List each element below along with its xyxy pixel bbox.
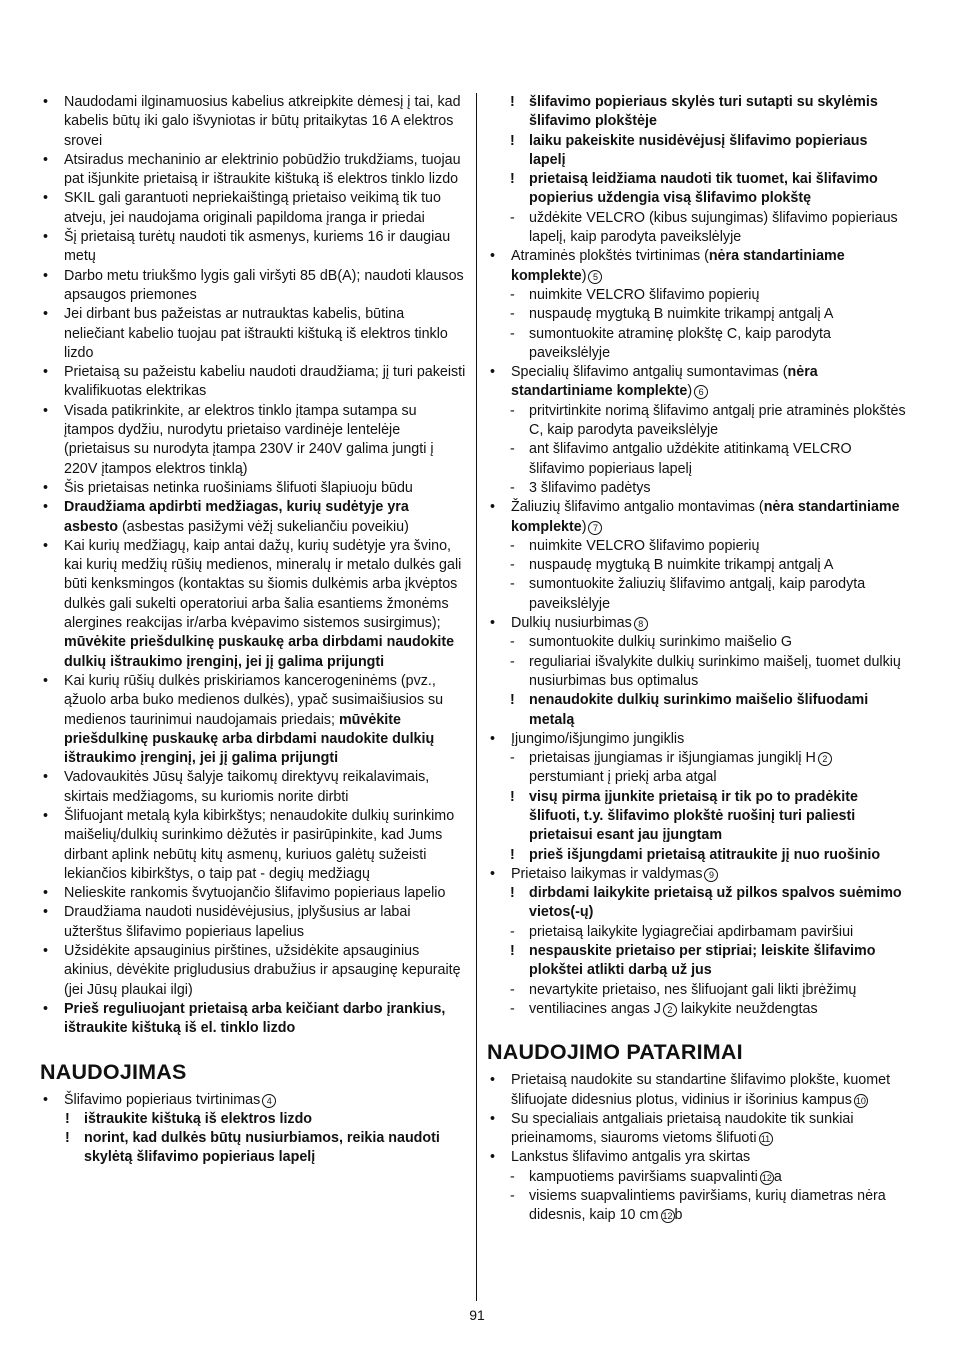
bullet-item	[487, 730, 907, 749]
text: Lankstus šlifavimo antgalis yra skirtas	[511, 1149, 751, 1166]
figure-reference: 2	[663, 1003, 677, 1017]
text: Jei dirbant bus pažeistas ar nutrauktas kabelis, būtina neliečiant kabelio tuojau pat ištraukti kištuką iš elektros tinklo lizdo	[64, 306, 448, 361]
figure-reference: 5	[588, 270, 602, 284]
bullet-item	[40, 884, 466, 903]
text: nenaudokite dulkių surinkimo maišelio šlifuodami metalą	[529, 692, 869, 728]
text: b	[674, 1207, 683, 1224]
warning-item	[487, 132, 907, 171]
bullet-item	[40, 402, 466, 479]
text: Vadovaukitės Jūsų šalyje taikomų direktyvų reikalavimais, skirtais medžiagoms, su kuriomis norite dirbti	[64, 769, 430, 805]
text: Šis prietaisas netinka ruošiniams šlifuoti šlapiuoju būdu	[64, 479, 413, 496]
text: kampuotiems paviršiams suapvalinti	[529, 1168, 758, 1185]
text: dirbdami laikykite prietaisą už pilkos spalvos suėmimo vietos(-ų)	[529, 885, 902, 921]
text: visiems suapvalintiems paviršiams, kurių diametras nėra didesnis, kaip 10 cm	[529, 1188, 886, 1224]
bullet-item	[487, 247, 907, 286]
text: Prietaiso laikymas ir valdymas	[511, 865, 703, 882]
bullet-item	[40, 305, 466, 363]
bold-text: nėra standartiniame komplekte	[511, 364, 818, 400]
text: prietaisas įjungiamas ir išjungiamas jungiklį H	[529, 750, 816, 767]
column-divider	[476, 93, 477, 1301]
text: Prietaisą su pažeistu kabeliu naudoti draudžiama; jį turi pakeisti kvalifikuotas elektrikas	[64, 364, 466, 400]
text: sumontuokite atraminę plokštę C, kaip parodyta paveikslėlyje	[529, 325, 831, 361]
warning-item	[40, 1110, 466, 1129]
text: 3 šlifavimo padėtys	[529, 479, 651, 496]
usage-list	[40, 1091, 466, 1168]
figure-reference: 4	[262, 1094, 276, 1108]
dash-item	[487, 653, 907, 692]
usage-list-continued	[487, 93, 907, 1019]
figure-reference: 8	[634, 617, 648, 631]
text: Šlifavimo popieriaus tvirtinimas	[64, 1091, 261, 1108]
text: reguliariai išvalykite dulkių surinkimo maišelį, tuomet dulkių nusiurbimas bus optimalus	[529, 653, 901, 689]
dash-item	[487, 923, 907, 942]
bullet-item	[40, 942, 466, 1000]
bullet-item	[40, 93, 466, 151]
text: a	[773, 1168, 782, 1185]
text: Su specialiais antgaliais prietaisą naudokite tik sunkiai prieinamoms, siauroms vietoms šlifuoti	[511, 1110, 854, 1147]
warning-item	[487, 788, 907, 846]
bullet-item	[40, 228, 466, 267]
text: )	[687, 383, 693, 400]
warning-item	[487, 93, 907, 132]
bullet-item	[487, 1148, 907, 1167]
bullet-item	[40, 267, 466, 306]
text: prietaisą leidžiama naudoti tik tuomet, kai šlifavimo popierius uždengia visą šlifavimo plokštę	[529, 171, 878, 207]
dash-item	[487, 981, 907, 1000]
right-column	[487, 93, 907, 1226]
text: Kai kurių medžiagų, kaip antai dažų, kurių sudėtyje yra švino, kai kurių medžių rūšių medienos, mineralų ir metalo dulkės gali būti kenksmingos (kontaktas su šiomis dulkėmis arba įkvėptos dulkės gali sukelti operatoriui arba šalia esantiems žmonėms alergines reakcijas ir/arba kvėpavimo sistemos susirgimus);	[64, 537, 462, 632]
text: pritvirtinkite norimą šlifavimo antgalį prie atraminės plokštės C, kaip parodyta paveikslėlyje	[529, 402, 906, 439]
text: ventiliacines angas J	[529, 1000, 661, 1017]
text: Darbo metu triukšmo lygis gali viršyti 85 dB(A); naudoti klausos apsaugos priemones	[64, 267, 464, 303]
bullet-item	[487, 1071, 907, 1110]
bullet-item	[40, 1091, 466, 1110]
bullet-item	[487, 614, 907, 633]
bullet-item	[40, 903, 466, 942]
dash-item	[487, 556, 907, 575]
text: Specialių šlifavimo antgalių sumontavimas (	[511, 364, 788, 381]
text: visų pirma įjunkite prietaisą ir tik po to pradėkite šlifuoti, t.y. šlifavimo plokštė ruošinį turi paliesti prietaisui esant jau įjungtam	[529, 788, 858, 844]
section-title-naudojimo-patarimai: NAUDOJIMO PATARIMAI	[487, 1040, 743, 1065]
text: uždėkite VELCRO (kibus sujungimas) šlifavimo popieriaus lapelį, kaip parodyta paveikslėlyje	[529, 209, 898, 246]
bold-text: Draudžiama apdirbti medžiagas, kurių sudėtyje yra asbesto	[64, 499, 409, 535]
left-column	[40, 93, 466, 1168]
figure-reference: 12	[662, 1211, 673, 1222]
text: Atraminės plokštės tvirtinimas (	[511, 248, 709, 265]
dash-item	[487, 325, 907, 364]
figure-reference: 9	[704, 868, 718, 882]
text: laikykite neuždengtas	[676, 1000, 818, 1017]
bullet-item	[40, 479, 466, 498]
text: SKIL gali garantuoti nepriekaištingą prietaiso veikimą tik tuo atveju, jei naudojama originali papildoma įranga ir priedai	[64, 190, 441, 226]
text: Dulkių nusiurbimas	[511, 615, 632, 632]
text: nuspaudę mygtuką B nuimkite trikampį antgalį A	[529, 557, 834, 574]
figure-reference: 7	[588, 521, 602, 535]
bold-text: Prieš reguliuojant prietaisą arba keičiant darbo įrankius, ištraukite kištuką iš el. tinklo lizdo	[64, 1000, 446, 1037]
dash-item	[487, 1168, 907, 1187]
bold-text: nėra standartiniame komplekte	[511, 499, 900, 535]
dash-item	[487, 402, 907, 441]
dash-item	[487, 1187, 907, 1226]
dash-item	[487, 749, 907, 788]
warning-item	[487, 170, 907, 209]
warning-item	[487, 691, 907, 730]
text: Kai kurių rūšių dulkės priskiriamos kancerogeninėms (pvz., ąžuolo arba buko medienos dulkės), ypač susimaišiusios su medienos taurinimui naudojamais priedais;	[64, 672, 444, 728]
text: Atsiradus mechaninio ar elektrinio pobūdžio trukdžiams, tuojau pat išjunkite prietaisą ir ištraukite kištuką iš elektros tinklo lizdo	[64, 151, 461, 188]
dash-item	[487, 537, 907, 556]
bullet-item	[40, 1000, 466, 1039]
dash-item	[487, 1000, 907, 1019]
text: laiku pakeiskite nusidėvėjusį šlifavimo popieriaus lapelį	[529, 132, 868, 168]
text: Prietaisą naudokite su standartine šlifavimo plokšte, kuomet šlifuojate didesnius plotus, vidinius ir išorinius kampus	[511, 1072, 891, 1108]
section-title-naudojimas: NAUDOJIMAS	[40, 1059, 187, 1084]
bullet-item	[487, 498, 907, 537]
text: nespauskite prietaiso per stipriai; leiskite šlifavimo plokštei atlikti darbą už jus	[529, 943, 876, 979]
dash-item	[487, 440, 907, 479]
dash-item	[487, 575, 907, 614]
warning-item	[487, 884, 907, 923]
text: Šlifuojant metalą kyla kibirkštys; nenaudokite dulkių surinkimo maišelių/dulkių surinkimo dėžutės ir pasirūpinkite, kad Jums dirbant aplink nebūtų kitų asmenų, kuriuos galėtų sužeisti lekiančios kibirkštys, o taip pat - degių medžiagų	[64, 807, 455, 882]
warning-item	[487, 942, 907, 981]
dash-item	[487, 305, 907, 324]
text: nuimkite VELCRO šlifavimo popierių	[529, 537, 760, 554]
figure-reference: 12	[761, 1172, 772, 1183]
dash-item	[487, 286, 907, 305]
tips-list	[487, 1071, 907, 1225]
warning-item	[40, 1129, 466, 1168]
bullet-item	[40, 807, 466, 884]
text: Naudodami ilginamuosius kabelius atkreipkite dėmesį į tai, kad kabelis būtų iki galo išvyniotas ir būtų pritaikytas 16 A elektros srovei	[64, 94, 461, 149]
bullet-item	[487, 1110, 907, 1149]
text: Šį prietaisą turėtų naudoti tik asmenys, kuriems 16 ir daugiau metų	[64, 229, 451, 265]
text: ištraukite kištuką iš elektros lizdo	[84, 1110, 313, 1127]
warning-item	[487, 846, 907, 865]
text: Draudžiama naudoti nusidėvėjusius, įplyšusius ar labai užterštus šlifavimo popieriaus lapelius	[64, 904, 411, 940]
bullet-item	[40, 151, 466, 190]
text: Įjungimo/išjungimo jungiklis	[511, 730, 685, 747]
bullet-item	[40, 537, 466, 672]
text: nuimkite VELCRO šlifavimo popierių	[529, 286, 760, 303]
dash-item	[487, 209, 907, 248]
text: )	[581, 518, 587, 535]
text: sumontuokite dulkių surinkimo maišelio G	[529, 634, 793, 651]
text: prieš išjungdami prietaisą atitraukite jį nuo ruošinio	[529, 846, 881, 863]
text: nevartykite prietaiso, nes šlifuojant gali likti įbrėžimų	[529, 981, 857, 998]
text: Užsidėkite apsauginius pirštines, užsidėkite apsauginius akinius, dėvėkite prigludusius drabužius ir apsauginę kepuraitę (jei Jūsų plaukai ilgi)	[64, 943, 461, 998]
text: prietaisą laikykite lygiagrečiai apdirbamam paviršiui	[529, 923, 854, 940]
bullet-item	[40, 672, 466, 768]
bullet-item	[487, 363, 907, 402]
bullet-item	[40, 498, 466, 537]
text: ant šlifavimo antgalio uždėkite atitinkamą VELCRO šlifavimo popieriaus lapelį	[529, 441, 852, 477]
text: nuspaudę mygtuką B nuimkite trikampį antgalį A	[529, 306, 834, 323]
text: (asbestas pasižymi vėžį sukeliančiu poveikiu)	[118, 518, 409, 535]
bold-text: mūvėkite priešdulkinę puskaukę arba dirbdami naudokite dulkių ištraukimo įrenginį, jei jį galima prijungti	[64, 711, 435, 767]
dash-item	[487, 633, 907, 652]
dash-item	[487, 479, 907, 498]
bold-text: mūvėkite priešdulkinę puskaukę arba dirbdami naudokite dulkių ištraukimo įrenginį, jei jį galima prijungti	[64, 634, 455, 670]
bold-text: nėra standartiniame komplekte	[511, 248, 845, 284]
text: norint, kad dulkės būtų nusiurbiamos, reikia naudoti skylėtą šlifavimo popieriaus lapelį	[84, 1130, 440, 1166]
bullet-item	[487, 865, 907, 884]
figure-reference: 10	[855, 1095, 866, 1106]
figure-reference: 6	[694, 385, 708, 399]
bullet-item	[40, 363, 466, 402]
bullet-item	[40, 768, 466, 807]
figure-reference: 2	[818, 752, 832, 766]
bullet-item	[40, 189, 466, 228]
text: Žaliuzių šlifavimo antgalio montavimas (	[511, 499, 764, 516]
text: šlifavimo popieriaus skylės turi sutapti su skylėmis šlifavimo plokštėje	[529, 94, 878, 130]
figure-reference: 11	[759, 1132, 773, 1146]
text: perstumiant į priekį arba atgal	[529, 769, 717, 786]
page-number: 91	[469, 1307, 485, 1323]
safety-list	[40, 93, 466, 1039]
text: sumontuokite žaliuzių šlifavimo antgalį, kaip parodyta paveikslėlyje	[529, 576, 866, 612]
text: Visada patikrinkite, ar elektros tinklo įtampa sutampa su įtampos dydžiu, nurodytu prietaiso vardinėje lentelėje (prietaisus su nurodyta įtampa 230V ir 240V galima jungti į 220V įtampos elektros tinklą)	[64, 402, 434, 477]
text: Nelieskite rankomis švytuojančio šlifavimo popieriaus lapelio	[64, 885, 446, 902]
text: )	[581, 267, 587, 284]
